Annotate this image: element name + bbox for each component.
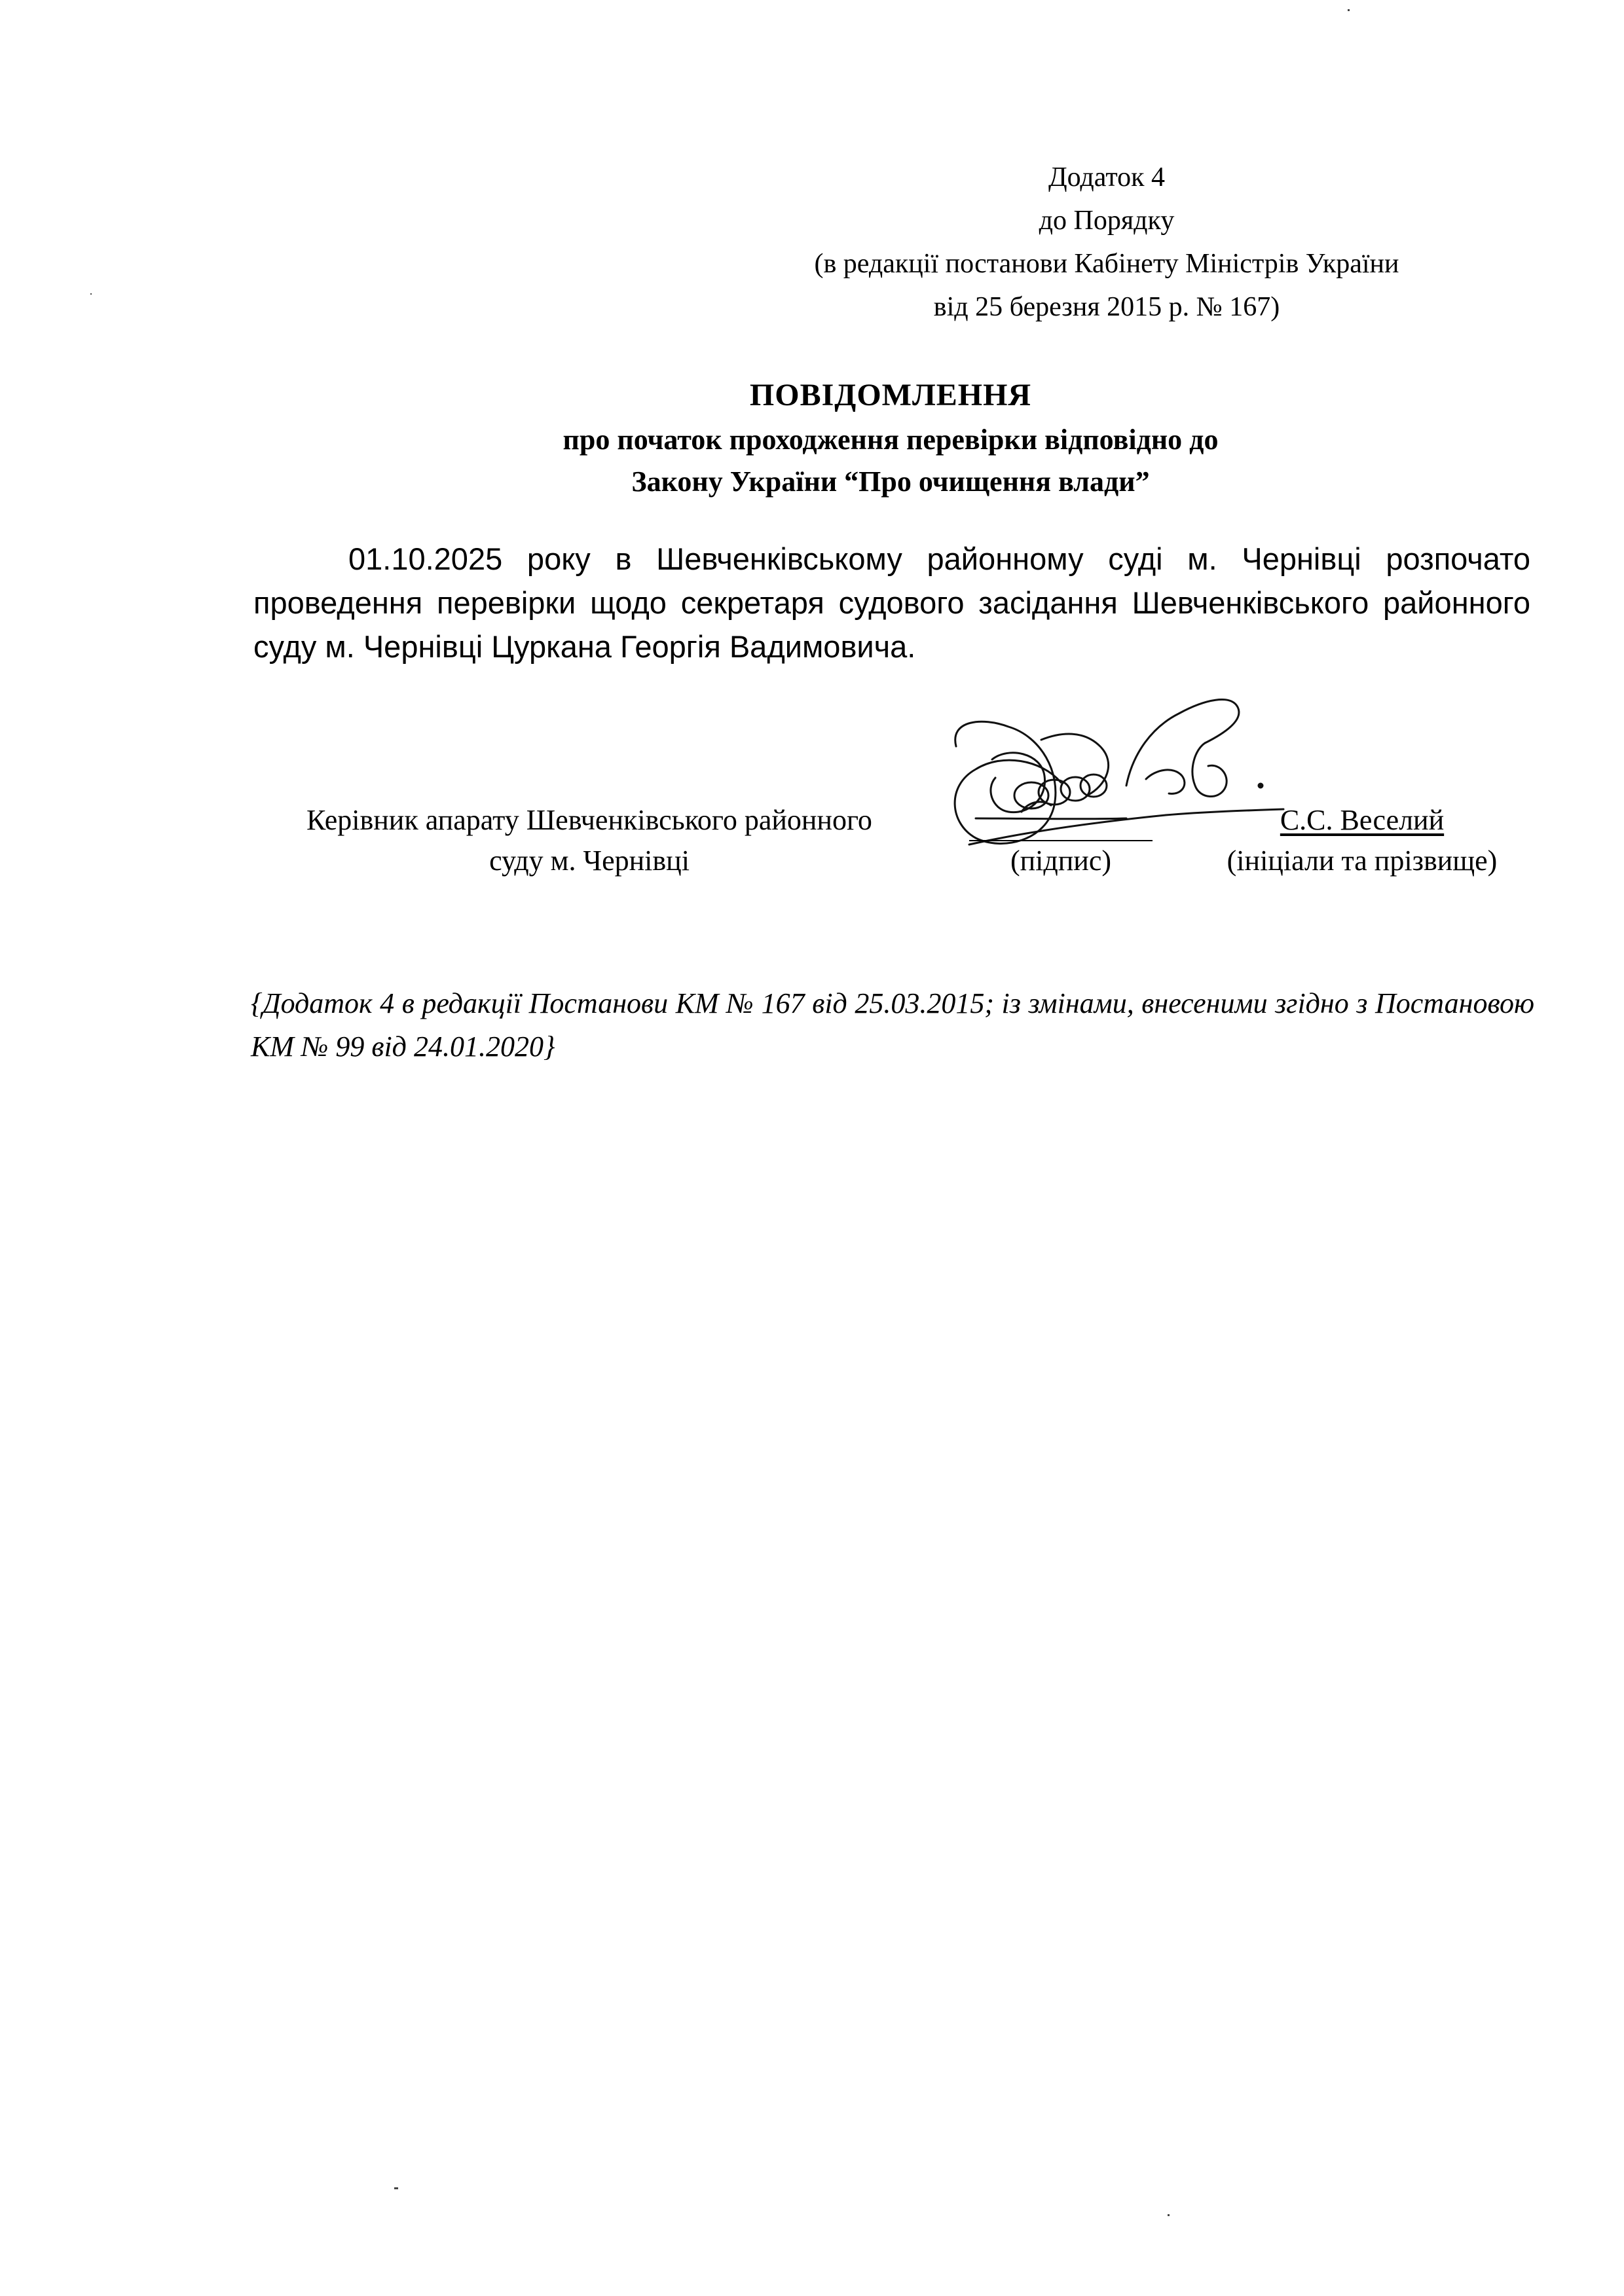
scan-speck (90, 293, 92, 295)
document-subtitle-line-2: Закону України “Про очищення влади” (631, 465, 1150, 498)
signature-caption: (підпис) (1010, 845, 1112, 877)
scan-speck (394, 2187, 398, 2189)
appendix-header (760, 156, 1454, 329)
appendix-line-2: до Порядку (1039, 206, 1175, 236)
signer-position (249, 800, 930, 881)
signer-position-line-1: Керівник апарату Шевченківського районного (306, 804, 872, 836)
appendix-line-1: Додаток 4 (1048, 162, 1166, 192)
document-title: ПОВІДОМЛЕННЯ (749, 378, 1032, 412)
name-caption: (ініціали та прізвище) (1227, 845, 1498, 877)
appendix-line-3: (в редакції постанови Кабінету Міністрів України (814, 249, 1399, 279)
appendix-line-4: від 25 березня 2015 р. № 167) (933, 292, 1280, 322)
amendment-note: {Додаток 4 в редакції Постанови КМ № 167 від 25.03.2015; із змінами, внесеними згідно з Постановою КМ № 99 від 24.01.2020} (251, 987, 1534, 1063)
signer-position-line-2: суду м. Чернівці (489, 845, 690, 877)
title-block (249, 372, 1532, 503)
scan-speck (1348, 9, 1350, 11)
scan-speck (1168, 2214, 1170, 2216)
body-paragraph: 01.10.2025 року в Шевченківському районному суді м. Чернівці розпочато проведення перевірки щодо секретаря судового засідання Шевченківського районного суду м. Чернівці Цуркана Георгія Вадимовича. (253, 541, 1530, 664)
signer-name: С.С. Веселий (1280, 804, 1445, 836)
document-subtitle-line-1: про початок проходження перевірки відповідно до (563, 424, 1219, 456)
